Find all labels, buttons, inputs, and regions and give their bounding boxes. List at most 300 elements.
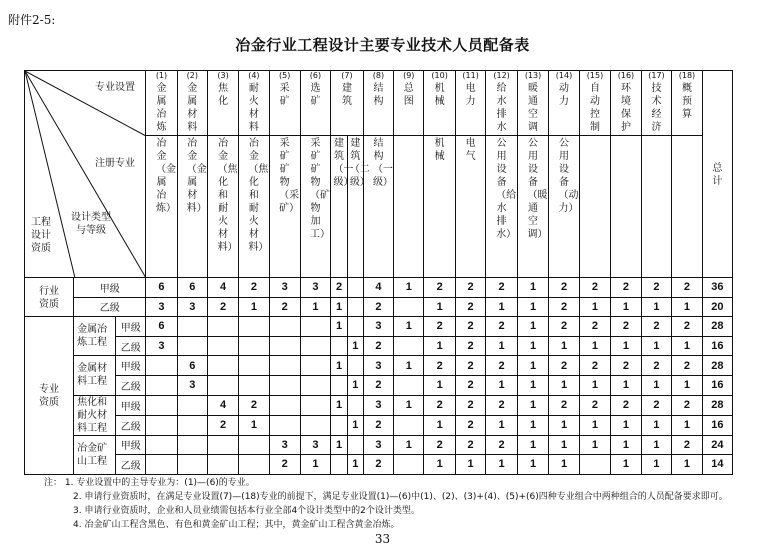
value-cell: 1 — [579, 435, 610, 455]
value-cell — [207, 336, 238, 356]
grade-cell: 甲级 — [74, 278, 146, 298]
value-cell — [300, 375, 330, 395]
column-registered-label: 公用设备（动力） — [558, 138, 579, 214]
value-cell: 1 — [486, 375, 517, 395]
column-header-setting — [579, 71, 610, 136]
column-registered-label: 采矿矿物（采矿） — [279, 138, 300, 214]
table-corner-header — [25, 71, 146, 278]
value-cell: 4 — [207, 278, 238, 298]
column-number: (18) — [678, 71, 696, 80]
column-registered-label: 机械 — [434, 138, 445, 162]
column-registered-label: 建筑（一级） — [333, 138, 354, 188]
value-cell — [146, 415, 177, 435]
total-cell: 16 — [702, 415, 732, 435]
value-cell: 2 — [672, 395, 703, 415]
value-cell: 2 — [486, 278, 517, 298]
value-cell: 1 — [424, 375, 455, 395]
page-title: 冶金行业工程设计主要专业技术人员配备表 — [235, 36, 530, 54]
value-cell: 1 — [300, 455, 330, 475]
value-cell — [239, 336, 269, 356]
value-cell: 2 — [424, 317, 455, 337]
value-cell — [300, 336, 330, 356]
column-number: (14) — [555, 71, 573, 80]
grade-cell: 甲级 — [116, 317, 146, 337]
column-number: (7) — [341, 71, 353, 80]
value-cell: 2 — [672, 317, 703, 337]
value-cell: 2 — [611, 317, 642, 337]
value-cell — [146, 395, 177, 415]
group-industry-qualification — [25, 278, 74, 317]
total-column-header — [702, 71, 732, 278]
column-registered-label: 结构（一级） — [372, 138, 393, 188]
value-cell: 2 — [672, 278, 703, 298]
column-registered-label: 冶金（焦化和耐火材料） — [217, 138, 238, 253]
value-cell: 2 — [455, 297, 486, 317]
value-cell — [331, 336, 348, 356]
column-number: (13) — [524, 71, 542, 80]
value-cell: 2 — [331, 278, 348, 298]
value-cell — [300, 395, 330, 415]
table-row — [25, 455, 765, 475]
column-number: (2) — [186, 71, 198, 80]
column-header-setting — [331, 71, 364, 136]
corner-design-type: 设计类型与等级 — [71, 212, 111, 236]
column-header-setting — [424, 71, 455, 136]
subtype-cell — [74, 356, 116, 395]
column-header-setting — [269, 71, 300, 136]
value-cell: 2 — [486, 435, 517, 455]
value-cell: 1 — [347, 336, 363, 356]
column-setting-label: 电力 — [465, 83, 476, 107]
value-cell: 1 — [672, 336, 703, 356]
value-cell: 1 — [455, 455, 486, 475]
attachment-label: 附件2-5: — [8, 13, 56, 27]
note-4: 4. 冶金矿山工程含黑色、有色和黄金矿山工程；其中，黄金矿山工程含黄金冶炼。 — [73, 520, 400, 530]
column-number: (3) — [217, 71, 229, 80]
value-cell: 6 — [146, 278, 177, 298]
value-cell: 1 — [517, 455, 548, 475]
column-setting-label: 暖通空调 — [528, 83, 539, 133]
value-cell — [394, 297, 424, 317]
corner-registered-specialty: 注册专业 — [95, 158, 135, 169]
column-setting-label: 机械 — [434, 83, 445, 107]
column-setting-label: 选矿 — [310, 83, 321, 107]
value-cell: 1 — [347, 455, 363, 475]
value-cell — [347, 297, 363, 317]
value-cell: 2 — [424, 278, 455, 298]
total-cell: 28 — [702, 395, 732, 415]
value-cell: 1 — [672, 297, 703, 317]
column-header-registered — [269, 136, 300, 278]
total-cell: 28 — [702, 356, 732, 376]
value-cell — [347, 435, 363, 455]
value-cell — [347, 317, 363, 337]
value-cell: 2 — [455, 435, 486, 455]
value-cell: 3 — [363, 435, 393, 455]
value-cell — [239, 455, 269, 475]
value-cell: 1 — [517, 415, 548, 435]
value-cell: 2 — [363, 297, 393, 317]
value-cell: 2 — [455, 336, 486, 356]
value-cell: 1 — [517, 356, 548, 376]
subtype-label: 金属材料工程 — [77, 363, 108, 388]
value-cell: 2 — [363, 375, 393, 395]
value-cell: 1 — [517, 395, 548, 415]
table-row — [25, 356, 765, 376]
grade-cell: 甲级 — [116, 395, 146, 415]
value-cell: 1 — [424, 336, 455, 356]
value-cell: 2 — [549, 297, 580, 317]
column-number: (12) — [493, 71, 510, 80]
value-cell: 2 — [455, 356, 486, 376]
value-cell — [347, 356, 363, 376]
value-cell: 3 — [146, 297, 177, 317]
column-header-setting — [641, 71, 672, 136]
value-cell: 1 — [641, 297, 672, 317]
value-cell: 1 — [579, 375, 610, 395]
corner-specialty-setting: 专业设置 — [95, 82, 135, 93]
column-header-registered — [486, 136, 517, 278]
value-cell: 3 — [363, 356, 393, 376]
value-cell: 2 — [424, 395, 455, 415]
value-cell: 2 — [269, 455, 300, 475]
value-cell: 1 — [611, 415, 642, 435]
total-cell: 28 — [702, 317, 732, 337]
value-cell: 2 — [641, 278, 672, 298]
value-cell — [579, 455, 610, 475]
value-cell: 1 — [517, 278, 548, 298]
value-cell — [269, 395, 300, 415]
value-cell: 2 — [641, 317, 672, 337]
value-cell: 2 — [611, 395, 642, 415]
column-header-setting — [363, 71, 393, 136]
column-header-registered — [517, 136, 548, 278]
value-cell — [331, 375, 348, 395]
column-number: (10) — [431, 71, 448, 80]
value-cell: 2 — [486, 395, 517, 415]
column-setting-label: 自动控制 — [589, 83, 600, 133]
column-setting-label: 采矿 — [279, 83, 290, 107]
column-number: (17) — [648, 71, 665, 80]
value-cell: 1 — [517, 435, 548, 455]
value-cell — [146, 356, 177, 376]
column-registered-label: 冶金（金属材料） — [186, 138, 207, 214]
value-cell: 3 — [300, 435, 330, 455]
note-3: 3. 申请行业资质时，企业和人员业绩需包括本行业全部4个设计类型中的2个设计类型。 — [73, 506, 420, 516]
column-registered-label: 冶金（金属冶炼） — [155, 138, 176, 214]
value-cell: 1 — [579, 415, 610, 435]
total-cell: 14 — [702, 455, 732, 475]
value-cell — [269, 317, 300, 337]
total-label: 总计 — [712, 162, 723, 187]
value-cell: 2 — [486, 356, 517, 376]
column-header-registered — [363, 136, 393, 278]
column-registered-label: 冶金（焦化和耐火材料） — [248, 138, 269, 253]
value-cell — [239, 375, 269, 395]
column-header-setting — [207, 71, 238, 136]
value-cell: 2 — [611, 278, 642, 298]
value-cell — [146, 435, 177, 455]
value-cell: 1 — [641, 415, 672, 435]
column-number: (1) — [155, 71, 168, 80]
column-registered-label: 建筑（二级） — [349, 138, 370, 188]
column-number: (5) — [279, 71, 291, 80]
value-cell — [207, 356, 238, 376]
value-cell: 1 — [239, 415, 269, 435]
value-cell — [300, 356, 330, 376]
value-cell: 1 — [517, 297, 548, 317]
value-cell: 2 — [269, 297, 300, 317]
group-specialty-qualification — [25, 317, 74, 475]
note-2: 2. 申请行业资质时，在满足专业设置(7)—(18)专业的前提下，满足专业设置(1)—(6)中(1)、(2)、(3)+(4)、(5)+(6)四种专业组合中两种组合的人员配备要求即可。 — [73, 492, 728, 502]
column-setting-label: 环境保护 — [620, 83, 631, 133]
value-cell: 3 — [177, 297, 207, 317]
column-setting-label: 概预算 — [681, 83, 692, 120]
value-cell — [239, 435, 269, 455]
value-cell: 1 — [611, 435, 642, 455]
corner-qualification: 工程设计资质 — [31, 217, 51, 254]
value-cell: 1 — [641, 375, 672, 395]
subtype-label: 焦化和耐火材料工程 — [77, 396, 108, 434]
column-number: (9) — [403, 71, 415, 80]
column-setting-label: 耐火材料 — [248, 83, 259, 133]
value-cell — [394, 415, 424, 435]
value-cell — [177, 435, 207, 455]
value-cell: 2 — [549, 278, 580, 298]
value-cell — [394, 375, 424, 395]
value-cell — [331, 415, 348, 435]
grade-cell: 乙级 — [116, 415, 146, 435]
value-cell — [207, 435, 238, 455]
value-cell — [300, 317, 330, 337]
value-cell: 1 — [331, 435, 348, 455]
column-registered-label — [651, 143, 662, 144]
value-cell: 3 — [146, 336, 177, 356]
page-number: 33 — [374, 532, 391, 546]
column-setting-label: 结构 — [373, 83, 384, 107]
value-cell — [207, 375, 238, 395]
column-registered-label: 采矿矿物（矿物加工） — [309, 138, 330, 240]
value-cell: 6 — [177, 278, 207, 298]
value-cell: 4 — [363, 278, 393, 298]
value-cell: 1 — [611, 297, 642, 317]
value-cell: 2 — [455, 278, 486, 298]
value-cell: 3 — [363, 317, 393, 337]
value-cell: 2 — [611, 356, 642, 376]
column-header-setting — [394, 71, 424, 136]
value-cell: 1 — [486, 455, 517, 475]
value-cell: 1 — [300, 297, 330, 317]
value-cell — [347, 278, 363, 298]
column-header-registered — [455, 136, 486, 278]
column-header-registered — [549, 136, 580, 278]
value-cell: 2 — [363, 336, 393, 356]
value-cell: 1 — [517, 336, 548, 356]
column-header-registered — [672, 136, 703, 278]
value-cell: 1 — [549, 415, 580, 435]
table-row — [25, 336, 765, 356]
column-header-setting — [239, 71, 269, 136]
value-cell — [269, 356, 300, 376]
value-cell: 2 — [579, 278, 610, 298]
value-cell — [347, 395, 363, 415]
column-header-registered — [347, 136, 370, 278]
value-cell: 2 — [455, 415, 486, 435]
table-row — [25, 435, 765, 455]
grade-cell: 乙级 — [116, 375, 146, 395]
value-cell — [239, 317, 269, 337]
value-cell: 3 — [177, 375, 207, 395]
value-cell: 2 — [455, 395, 486, 415]
value-cell: 6 — [146, 317, 177, 337]
column-header-registered — [207, 136, 238, 278]
value-cell: 1 — [611, 336, 642, 356]
value-cell — [239, 356, 269, 376]
column-header-registered — [641, 136, 672, 278]
value-cell — [177, 455, 207, 475]
column-header-registered — [146, 136, 177, 278]
value-cell: 1 — [424, 297, 455, 317]
column-registered-label — [620, 143, 631, 144]
value-cell — [146, 375, 177, 395]
grade-cell: 乙级 — [74, 297, 146, 317]
grade-cell: 乙级 — [116, 455, 146, 475]
value-cell: 1 — [549, 336, 580, 356]
column-header-setting — [455, 71, 486, 136]
value-cell — [269, 415, 300, 435]
value-cell: 2 — [672, 435, 703, 455]
value-cell: 1 — [331, 395, 348, 415]
column-registered-label: 公用设备（给水排水） — [496, 138, 517, 240]
value-cell: 1 — [549, 455, 580, 475]
value-cell — [177, 336, 207, 356]
value-cell — [177, 415, 207, 435]
column-header-setting — [146, 71, 177, 136]
column-header-setting — [672, 71, 703, 136]
value-cell: 2 — [486, 317, 517, 337]
column-number: (4) — [248, 71, 260, 80]
value-cell: 2 — [549, 317, 580, 337]
column-setting-label: 金属冶炼 — [156, 83, 167, 133]
value-cell: 2 — [549, 356, 580, 376]
column-header-registered — [239, 136, 269, 278]
value-cell: 2 — [207, 297, 238, 317]
value-cell: 1 — [549, 435, 580, 455]
column-registered-label: 电气 — [465, 138, 476, 162]
table-row — [25, 395, 765, 415]
value-cell: 1 — [672, 415, 703, 435]
value-cell: 1 — [347, 415, 363, 435]
value-cell: 2 — [641, 356, 672, 376]
subtype-label: 金属冶炼工程 — [77, 324, 108, 349]
value-cell: 1 — [347, 375, 363, 395]
value-cell: 3 — [269, 278, 300, 298]
grade-cell: 乙级 — [116, 336, 146, 356]
value-cell — [269, 336, 300, 356]
value-cell: 2 — [424, 435, 455, 455]
value-cell: 4 — [207, 395, 238, 415]
total-cell: 36 — [702, 278, 732, 298]
column-setting-label: 技术经济 — [651, 83, 662, 133]
column-header-registered — [424, 136, 455, 278]
value-cell: 1 — [331, 317, 348, 337]
value-cell: 2 — [579, 356, 610, 376]
table-row — [25, 317, 765, 337]
column-number: (11) — [462, 71, 479, 80]
table-row — [25, 278, 765, 298]
value-cell — [269, 375, 300, 395]
column-header-setting — [611, 71, 642, 136]
value-cell: 1 — [579, 297, 610, 317]
value-cell: 1 — [517, 317, 548, 337]
column-header-setting — [517, 71, 548, 136]
value-cell: 2 — [549, 395, 580, 415]
value-cell: 1 — [672, 455, 703, 475]
value-cell — [177, 317, 207, 337]
value-cell: 3 — [269, 435, 300, 455]
column-header-setting — [549, 71, 580, 136]
value-cell: 1 — [394, 356, 424, 376]
column-header-setting — [486, 71, 517, 136]
value-cell: 2 — [579, 395, 610, 415]
column-header-registered — [177, 136, 207, 278]
value-cell: 1 — [486, 415, 517, 435]
grade-cell: 甲级 — [116, 435, 146, 455]
value-cell: 3 — [300, 278, 330, 298]
value-cell: 1 — [486, 297, 517, 317]
value-cell: 1 — [611, 455, 642, 475]
value-cell: 1 — [611, 375, 642, 395]
value-cell: 1 — [424, 415, 455, 435]
value-cell: 1 — [424, 455, 455, 475]
column-registered-label — [681, 143, 692, 144]
value-cell: 1 — [486, 336, 517, 356]
column-setting-label: 建筑 — [341, 83, 352, 107]
column-header-registered — [300, 136, 330, 278]
value-cell: 1 — [239, 297, 269, 317]
value-cell: 3 — [363, 395, 393, 415]
column-registered-label — [589, 143, 600, 144]
value-cell: 2 — [455, 375, 486, 395]
column-number: (8) — [372, 71, 385, 80]
column-setting-label: 焦化 — [218, 83, 229, 107]
value-cell: 1 — [641, 455, 672, 475]
total-cell: 24 — [702, 435, 732, 455]
value-cell — [146, 455, 177, 475]
value-cell — [207, 455, 238, 475]
column-header-setting — [300, 71, 330, 136]
table-row — [25, 297, 765, 317]
group-label: 专业资质 — [39, 383, 60, 408]
value-cell — [394, 336, 424, 356]
column-registered-label — [403, 143, 414, 144]
value-cell: 1 — [394, 278, 424, 298]
value-cell: 2 — [363, 455, 393, 475]
value-cell: 2 — [363, 415, 393, 435]
subtype-label: 冶金矿山工程 — [77, 442, 108, 467]
value-cell: 1 — [672, 375, 703, 395]
column-setting-label: 给水排水 — [496, 83, 507, 133]
group-label: 行业资质 — [39, 285, 60, 310]
staffing-table — [24, 70, 765, 475]
value-cell — [177, 395, 207, 415]
column-header-registered — [611, 136, 642, 278]
value-cell: 1 — [641, 435, 672, 455]
value-cell: 1 — [394, 317, 424, 337]
value-cell: 2 — [641, 395, 672, 415]
value-cell: 1 — [394, 395, 424, 415]
subtype-cell — [74, 435, 116, 474]
